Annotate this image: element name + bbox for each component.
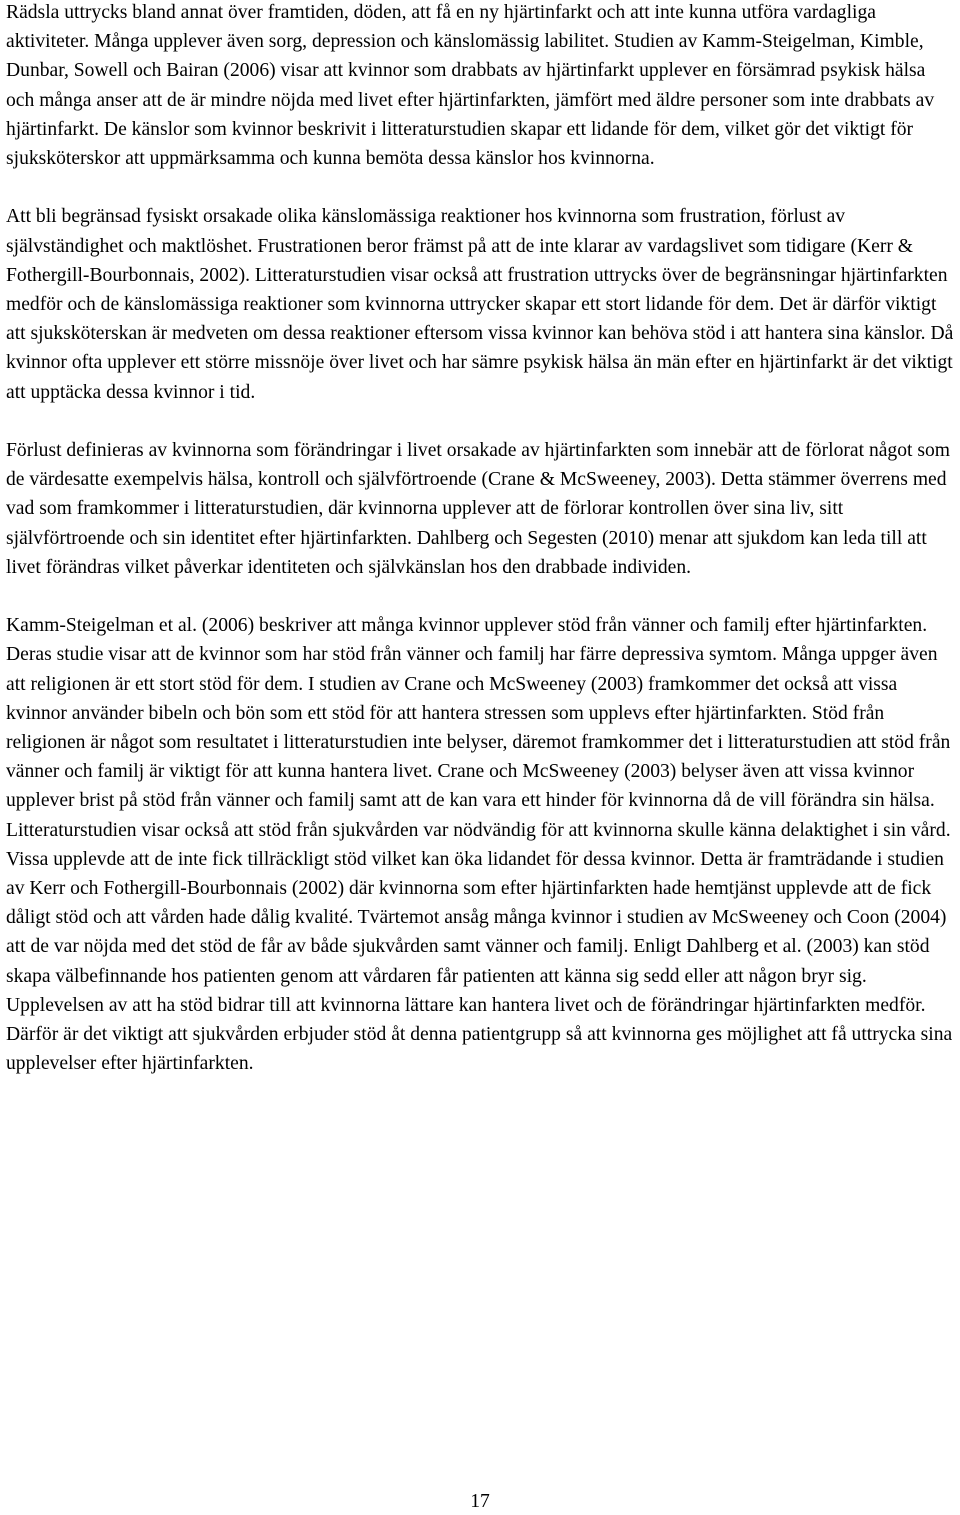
page-number: 17 [470, 1491, 490, 1512]
paragraph-spacer [6, 173, 958, 202]
paragraph-support: Kamm-Steigelman et al. (2006) beskriver att många kvinnor upplever stöd från vänner och familj efter hjärtinfarkten. Deras studie visar att de kvinnor som har stöd från vänner och familj har färre depressiva symtom. Många uppger även att religionen är ett stort stöd för dem. I studien av Crane och McSweeney (2003) framkommer det också att vissa kvinnor använder bibeln och bön som ett stöd för att hantera stressen som upplevs efter hjärtinfarkten. Stöd från religionen är något som resultatet i litteraturstudien inte belyser, däremot framkommer det i litteraturstudien att stöd från vänner och familj är viktigt för att kunna hantera livet. Crane och McSweeney (2003) belyser även att vissa kvinnor upplever brist på stöd från vänner och familj samt att de kan vara ett hinder för kvinnorna då de vill förändra sin hälsa. Litteraturstudien visar också att stöd från sjukvården var nödvändig för att kvinnorna skulle känna delaktighet i sin vård. Vissa upplevde att de inte fick tillräckligt stöd vilket kan öka lidandet för dessa kvinnor. Detta är framträdande i studien av Kerr och Fothergill-Bourbonnais (2002) där kvinnorna som efter hjärtinfarkten hade hemtjänst upplevde att de fick dåligt stöd och att vården hade dålig kvalité. Tvärtemot ansåg många kvinnor i studien av McSweeney och Coon (2004) att de var nöjda med det stöd de får av både sjukvården samt vänner och familj. Enligt Dahlberg et al. (2003) kan stöd skapa välbefinnande hos patienten genom att vårdaren får patienten att känna sig sedd eller att någon bryr sig. Upplevelsen av att ha stöd bidrar till att kvinnorna lättare kan hantera livet och de förändringar hjärtinfarkten medför. Därför är det viktigt att sjukvården erbjuder stöd åt denna patientgrupp så att kvinnorna ges möjlighet att få uttrycka sina upplevelser efter hjärtinfarkten. [6, 615, 953, 1075]
paragraph-spacer [6, 407, 958, 436]
document-page [6, 0, 958, 1078]
paragraph-physical-limitations: Att bli begränsad fysiskt orsakade olika känslomässiga reaktioner hos kvinnorna som frustration, förlust av självständighet och maktlöshet. Frustrationen beror främst på att de inte klarar av vardagslivet som tidigare (Kerr & Fothergill-Bourbonnais, 2002). Litteraturstudien visar också att frustration uttrycks över de begränsningar hjärtinfarkten medför och de känslomässiga reaktioner som kvinnorna uttrycker skapar ett stort lidande för dem. Det är därför viktigt att sjuksköterskan är medveten om dessa reaktioner eftersom vissa kvinnor kan behöva stöd i att hantera sina känslor. Då kvinnor ofta upplever ett större missnöje över livet och har sämre psykisk hälsa än män efter en hjärtinfarkt är det viktigt att upptäcka dessa kvinnor i tid. [6, 206, 954, 403]
paragraph-loss: Förlust definieras av kvinnorna som förändringar i livet orsakade av hjärtinfarkten som innebär att de förlorat något som de värdesatte exempelvis hälsa, kontroll och självförtroende (Crane & McSweeney, 2003). Detta stämmer överrens med vad som framkommer i litteraturstudien, där kvinnorna upplever att de förlorar kontrollen över sina liv, sitt självförtroende och sin identitet efter hjärtinfarkten. Dahlberg och Segesten (2010) menar att sjukdom kan leda till att livet förändras vilket påverkar identiteten och självkänslan hos den drabbade individen. [6, 440, 951, 578]
paragraph-spacer [6, 582, 958, 611]
paragraph-fears-emotions: Rädsla uttrycks bland annat över framtiden, döden, att få en ny hjärtinfarkt och att inte kunna utföra vardagliga aktiviteter. Många upplever även sorg, depression och känslomässig labilitet. Studien av Kamm-Steigelman, Kimble, Dunbar, Sowell och Bairan (2006) visar att kvinnor som drabbats av hjärtinfarkt upplever en försämrad psykisk hälsa och många anser att de är mindre nöjda med livet efter hjärtinfarkten, jämfört med äldre personer som inte drabbats av hjärtinfarkt. De känslor som kvinnor beskrivit i litteraturstudien skapar ett lidande för dem, vilket gör det viktigt för sjuksköterskor att uppmärksamma och kunna bemöta dessa känslor hos kvinnorna. [6, 2, 935, 170]
